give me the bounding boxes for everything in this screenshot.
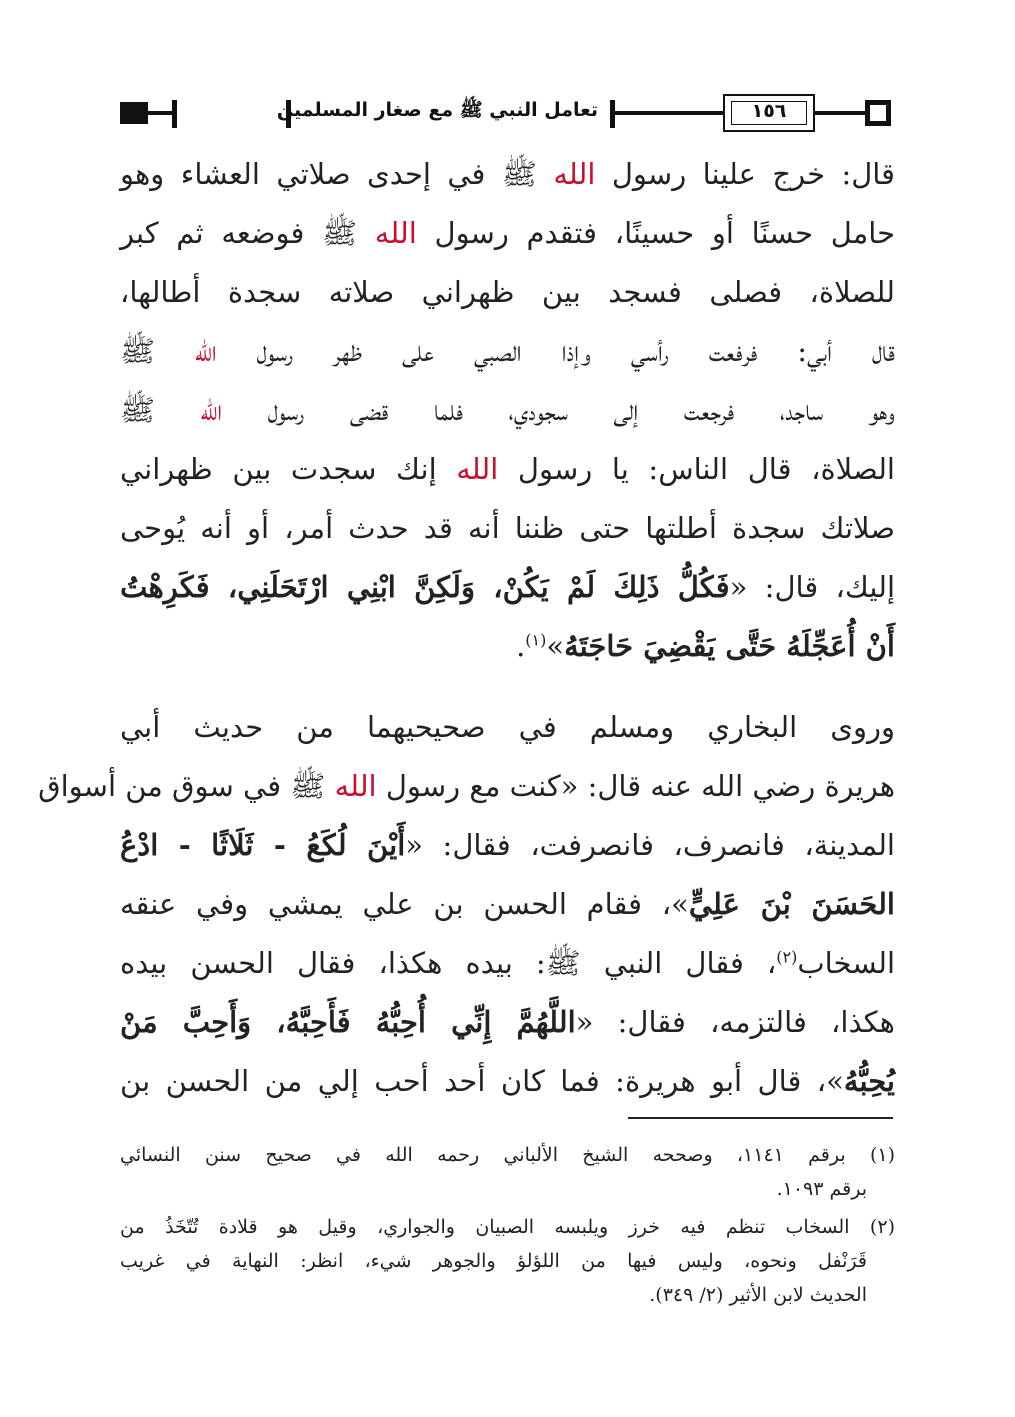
footnote-1: (١) برقم ١١٤١، وصححه الشيخ الألباني رحمه الله في صحيح سنن النسائي bbox=[120, 1144, 896, 1166]
main-text bbox=[38, 145, 896, 1111]
footnote-1-cont: برقم ١٠٩٣. bbox=[776, 1178, 867, 1200]
text-line: أَنْ أُعَجِّلَهُ حَتَّى يَقْضِيَ حَاجَتَهُ»$^{(١)}$. bbox=[516, 629, 895, 663]
text-line: قال أبي: فرفعت رأسي وإذا الصبي على ظهر رسول الله ﷺ bbox=[120, 334, 895, 368]
hadith-quote: أَنْ أُعَجِّلَهُ حَتَّى يَقْضِيَ حَاجَتَهُ bbox=[564, 629, 895, 663]
divine-name: الله bbox=[200, 393, 223, 427]
footnote-2-cont: الحديث لابن الأثير (٢/ ٣٤٩). bbox=[649, 1284, 867, 1306]
text-line: وهو ساجد، فرجعت إلى سجودي، فلما قضى رسول الله ﷺ bbox=[120, 393, 895, 427]
text-line: صلاتك سجدة أطلتها حتى ظننا أنه قد حدث أمر، أو أنه يُوحى bbox=[120, 511, 895, 545]
hadith-quote: الحَسَنَ بْنَ عَلِيٍّ bbox=[688, 887, 895, 921]
text-line: إليك، قال: «فَكُلُّ ذَلِكَ لَمْ يَكُنْ، وَلَكِنَّ ابْنِي ارْتَحَلَنِي، فَكَرِهْتُ bbox=[120, 570, 895, 604]
text-line: هكذا، فالتزمه، فقال: «اللَّهُمَّ إِنِّي أُحِبُّهُ فَأَحِبَّهُ، وَأَحِبَّ مَنْ bbox=[120, 1005, 895, 1039]
hadith-quote: اللَّهُمَّ إِنِّي أُحِبُّهُ فَأَحِبَّهُ، وَأَحِبَّ مَنْ bbox=[120, 1005, 576, 1039]
running-title: تعامل النبي ﷺ مع صغار المسلمين bbox=[276, 99, 598, 121]
footnote-ref[interactable]: (١) bbox=[525, 630, 547, 650]
hadith-quote: يُحِبُّهُ bbox=[843, 1064, 895, 1098]
header-rule bbox=[148, 111, 172, 115]
footnote-2: (٢) السخاب تنظم فيه خرز ويلبسه الصبيان والجواري، وقيل هو قلادة تُتّخَذُ من bbox=[120, 1216, 895, 1238]
footnotes bbox=[120, 1138, 895, 1312]
header-bar bbox=[172, 100, 177, 128]
text-line: هريرة رضي الله عنه قال: «كنت مع رسول الله ﷺ في سوق من أسواق bbox=[38, 769, 895, 803]
divine-name: الله bbox=[334, 769, 377, 803]
text-line: الصلاة، قال الناس: يا رسول الله إنك سجدت بين ظهراني bbox=[120, 452, 895, 486]
text-line: للصلاة، فصلى فسجد بين ظهراني صلاته سجدة أطالها، bbox=[120, 275, 895, 309]
page-number: ١٥٦ bbox=[751, 100, 787, 122]
divine-name: الله bbox=[194, 334, 217, 368]
text-line: الحَسَنَ بْنَ عَلِيٍّ»، فقام الحسن بن علي يمشي وفي عنقه bbox=[120, 887, 895, 921]
hadith-quote: أَيْنَ لُكَعُ - ثَلَاثًا - ادْعُ bbox=[120, 828, 406, 862]
page-header bbox=[120, 92, 895, 138]
footnote-ref[interactable]: (٢) bbox=[776, 947, 798, 967]
text-line: المدينة، فانصرف، فانصرفت، فقال: «أَيْنَ لُكَعُ - ثَلَاثًا - ادْعُ bbox=[120, 828, 895, 862]
divine-name: الله bbox=[374, 216, 417, 250]
footnote-2-cont: قَرَنْفل ونحوه، وليس فيها من اللؤلؤ والجوهر شيء، انظر: النهاية في غريب bbox=[120, 1250, 867, 1272]
footnote-separator bbox=[628, 1117, 893, 1119]
page-number-frame bbox=[723, 94, 815, 132]
text-line: يُحِبُّهُ»، قال أبو هريرة: فما كان أحد أحب إلي من الحسن بن bbox=[120, 1064, 895, 1098]
header-rule bbox=[815, 111, 865, 115]
header-rule bbox=[615, 111, 723, 115]
text-line: السخاب$^{(٢)}$، فقال النبي ﷺ: بيده هكذا، فقال الحسن بيده bbox=[120, 946, 895, 980]
divine-name: الله bbox=[456, 452, 499, 486]
text-line: قال: خرج علينا رسول الله ﷺ في إحدى صلاتي العشاء وهو bbox=[120, 157, 895, 191]
header-left-block bbox=[120, 102, 148, 124]
divine-name: الله bbox=[553, 157, 596, 191]
header-right-square bbox=[865, 100, 891, 126]
text-line: حامل حسنًا أو حسينًا، فتقدم رسول الله ﷺ فوضعه ثم كبر bbox=[120, 216, 896, 250]
hadith-quote: فَكُلُّ ذَلِكَ لَمْ يَكُنْ، وَلَكِنَّ ابْنِي ارْتَحَلَنِي، فَكَرِهْتُ bbox=[120, 570, 730, 604]
text-line: وروى البخاري ومسلم في صحيحيهما من حديث أبي bbox=[120, 710, 895, 744]
